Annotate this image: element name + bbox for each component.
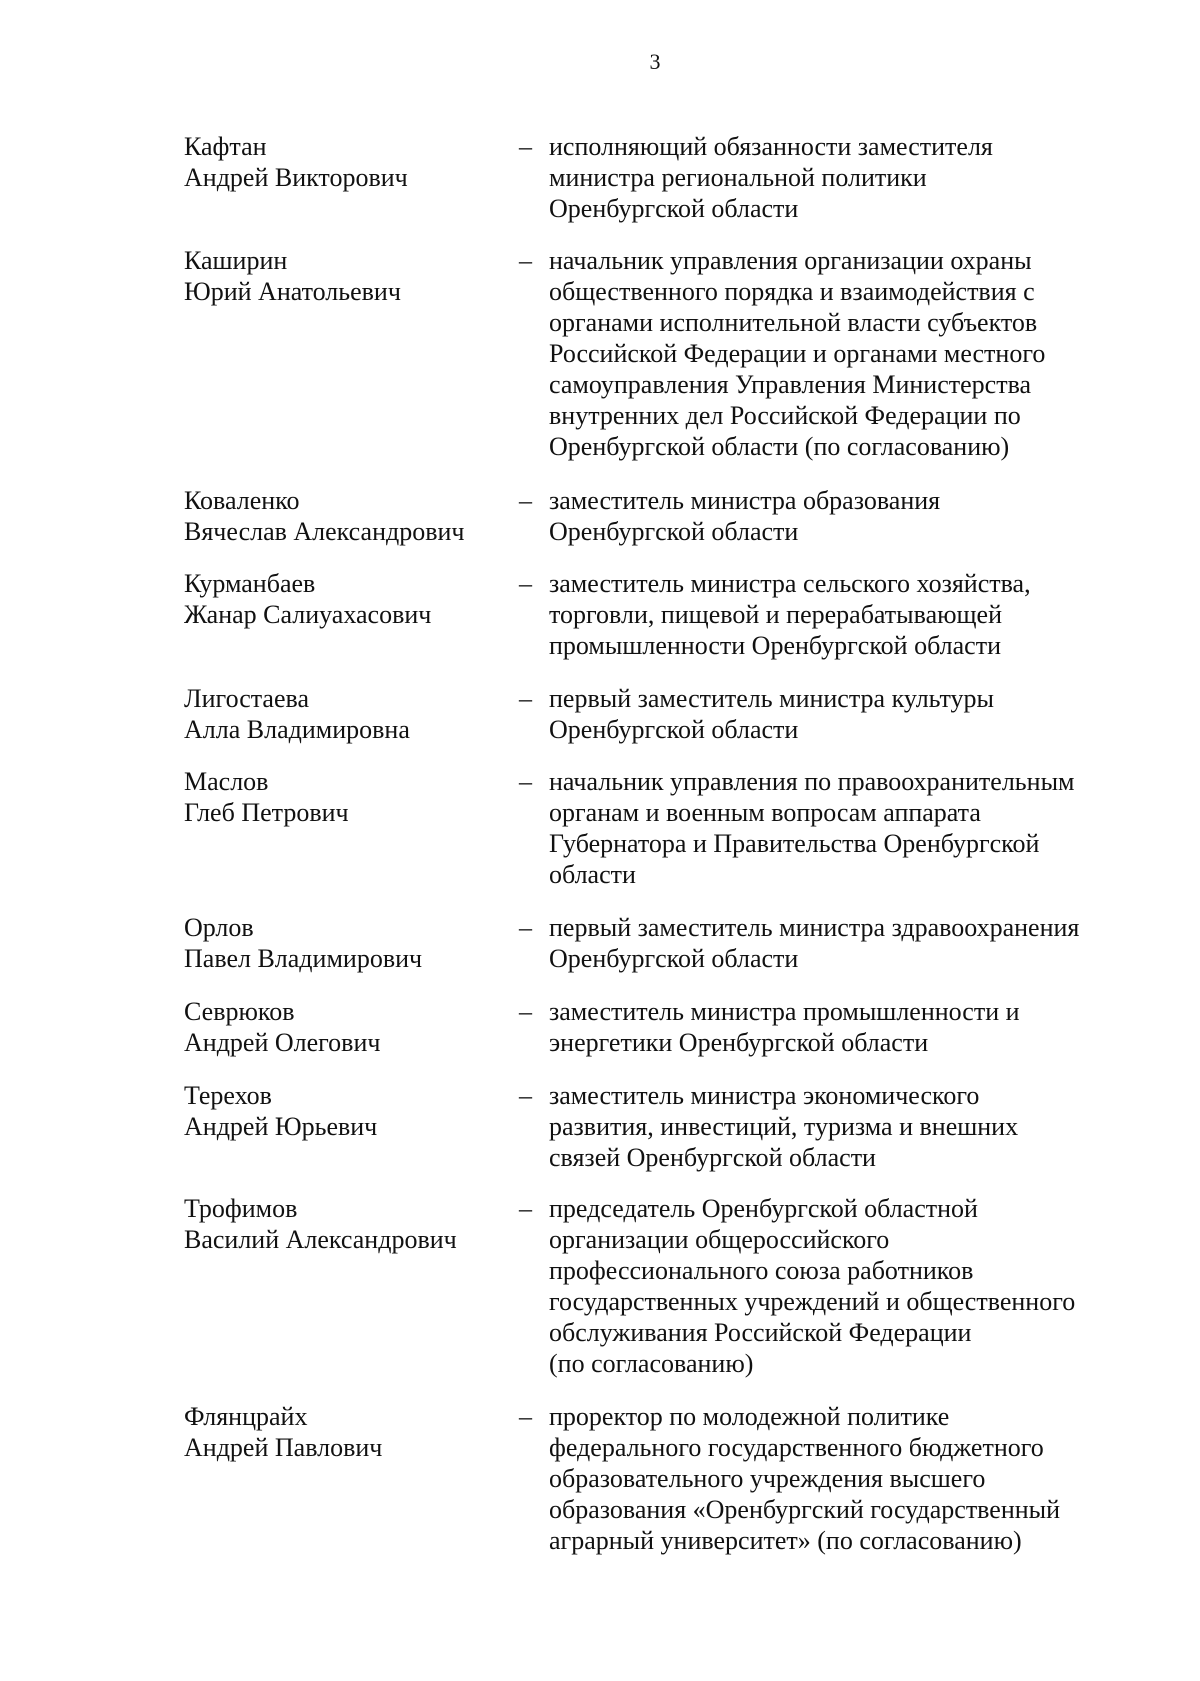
position-line: исполняющий обязанности заместителя (549, 132, 993, 161)
given-names: Юрий Анатольевич (184, 277, 401, 306)
dash-separator: – (519, 1081, 532, 1110)
position-line: обслуживания Российской Федерации (549, 1318, 972, 1347)
position-text (549, 996, 1149, 1058)
position-text (549, 683, 1149, 745)
position-line: Оренбургской области (549, 194, 799, 223)
position-text (549, 1401, 1149, 1556)
position-text (549, 485, 1149, 547)
position-line: начальник управления по правоохранительным (549, 767, 1075, 796)
person-name (184, 683, 514, 745)
person-name (184, 766, 514, 828)
dash-separator: – (519, 913, 532, 942)
position-line: организации общероссийского (549, 1225, 890, 1254)
person-name (184, 568, 514, 630)
position-line: заместитель министра экономического (549, 1081, 980, 1110)
dash-separator: – (519, 569, 532, 598)
position-line: Оренбургской области (по согласованию) (549, 432, 1010, 461)
dash-separator: – (519, 486, 532, 515)
person-name (184, 485, 514, 547)
position-line: первый заместитель министра культуры (549, 684, 995, 713)
position-line: профессионального союза работников (549, 1256, 974, 1285)
given-names: Алла Владимировна (184, 715, 410, 744)
position-line: общественного порядка и взаимодействия с (549, 277, 1035, 306)
position-line: Оренбургской области (549, 944, 799, 973)
given-names: Василий Александрович (184, 1225, 457, 1254)
position-line: министра региональной политики (549, 163, 927, 192)
surname: Лигостаева (184, 684, 309, 713)
dash-separator: – (519, 684, 532, 713)
dash-separator: – (519, 767, 532, 796)
position-line: органам и военным вопросам аппарата (549, 798, 981, 827)
position-line: заместитель министра сельского хозяйства, (549, 569, 1031, 598)
person-name (184, 1193, 514, 1255)
position-line: Оренбургской области (549, 715, 799, 744)
position-line: заместитель министра промышленности и (549, 997, 1020, 1026)
position-line: председатель Оренбургской областной (549, 1194, 978, 1223)
dash-separator: – (519, 246, 532, 275)
position-line: Российской Федерации и органами местного (549, 339, 1046, 368)
position-line: промышленности Оренбургской области (549, 631, 1001, 660)
dash-separator: – (519, 1194, 532, 1223)
person-name (184, 1080, 514, 1142)
surname: Маслов (184, 767, 269, 796)
surname: Флянцрайх (184, 1402, 308, 1431)
surname: Курманбаев (184, 569, 316, 598)
position-line: области (549, 860, 636, 889)
position-line: образования «Оренбургский государственный (549, 1495, 1061, 1524)
person-name (184, 912, 514, 974)
surname: Каширин (184, 246, 288, 275)
given-names: Жанар Салиуахасович (184, 600, 432, 629)
position-text (549, 568, 1149, 661)
position-line: аграрный университет» (по согласованию) (549, 1526, 1022, 1555)
surname: Трофимов (184, 1194, 298, 1223)
given-names: Андрей Юрьевич (184, 1112, 378, 1141)
dash-separator: – (519, 132, 532, 161)
position-line: Губернатора и Правительства Оренбургской (549, 829, 1040, 858)
position-line: первый заместитель министра здравоохранения (549, 913, 1080, 942)
surname: Севрюков (184, 997, 295, 1026)
position-line: органами исполнительной власти субъектов (549, 308, 1038, 337)
position-line: федерального государственного бюджетного (549, 1433, 1044, 1462)
dash-separator: – (519, 1402, 532, 1431)
position-text (549, 245, 1149, 462)
given-names: Павел Владимирович (184, 944, 423, 973)
surname: Кафтан (184, 132, 267, 161)
position-text (549, 912, 1149, 974)
position-line: торговли, пищевой и перерабатывающей (549, 600, 1003, 629)
person-name (184, 131, 514, 193)
surname: Орлов (184, 913, 254, 942)
given-names: Глеб Петрович (184, 798, 349, 827)
given-names: Вячеслав Александрович (184, 517, 465, 546)
given-names: Андрей Олегович (184, 1028, 381, 1057)
position-line: связей Оренбургской области (549, 1143, 876, 1172)
given-names: Андрей Павлович (184, 1433, 383, 1462)
position-text (549, 766, 1149, 890)
position-line: Оренбургской области (549, 517, 799, 546)
position-text (549, 1193, 1149, 1379)
position-line: государственных учреждений и общественного (549, 1287, 1076, 1316)
position-line: самоуправления Управления Министерства (549, 370, 1032, 399)
position-line: энергетики Оренбургской области (549, 1028, 929, 1057)
given-names: Андрей Викторович (184, 163, 408, 192)
surname: Коваленко (184, 486, 300, 515)
position-line: (по согласованию) (549, 1349, 754, 1378)
position-text (549, 1080, 1149, 1173)
person-name (184, 245, 514, 307)
person-name (184, 996, 514, 1058)
position-line: внутренних дел Российской Федерации по (549, 401, 1021, 430)
position-line: начальник управления организации охраны (549, 246, 1032, 275)
position-line: развития, инвестиций, туризма и внешних (549, 1112, 1019, 1141)
position-line: проректор по молодежной политике (549, 1402, 950, 1431)
position-line: образовательного учреждения высшего (549, 1464, 986, 1493)
dash-separator: – (519, 997, 532, 1026)
surname: Терехов (184, 1081, 272, 1110)
page-number: 3 (649, 49, 661, 74)
position-text (549, 131, 1149, 224)
person-name (184, 1401, 514, 1463)
position-line: заместитель министра образования (549, 486, 941, 515)
